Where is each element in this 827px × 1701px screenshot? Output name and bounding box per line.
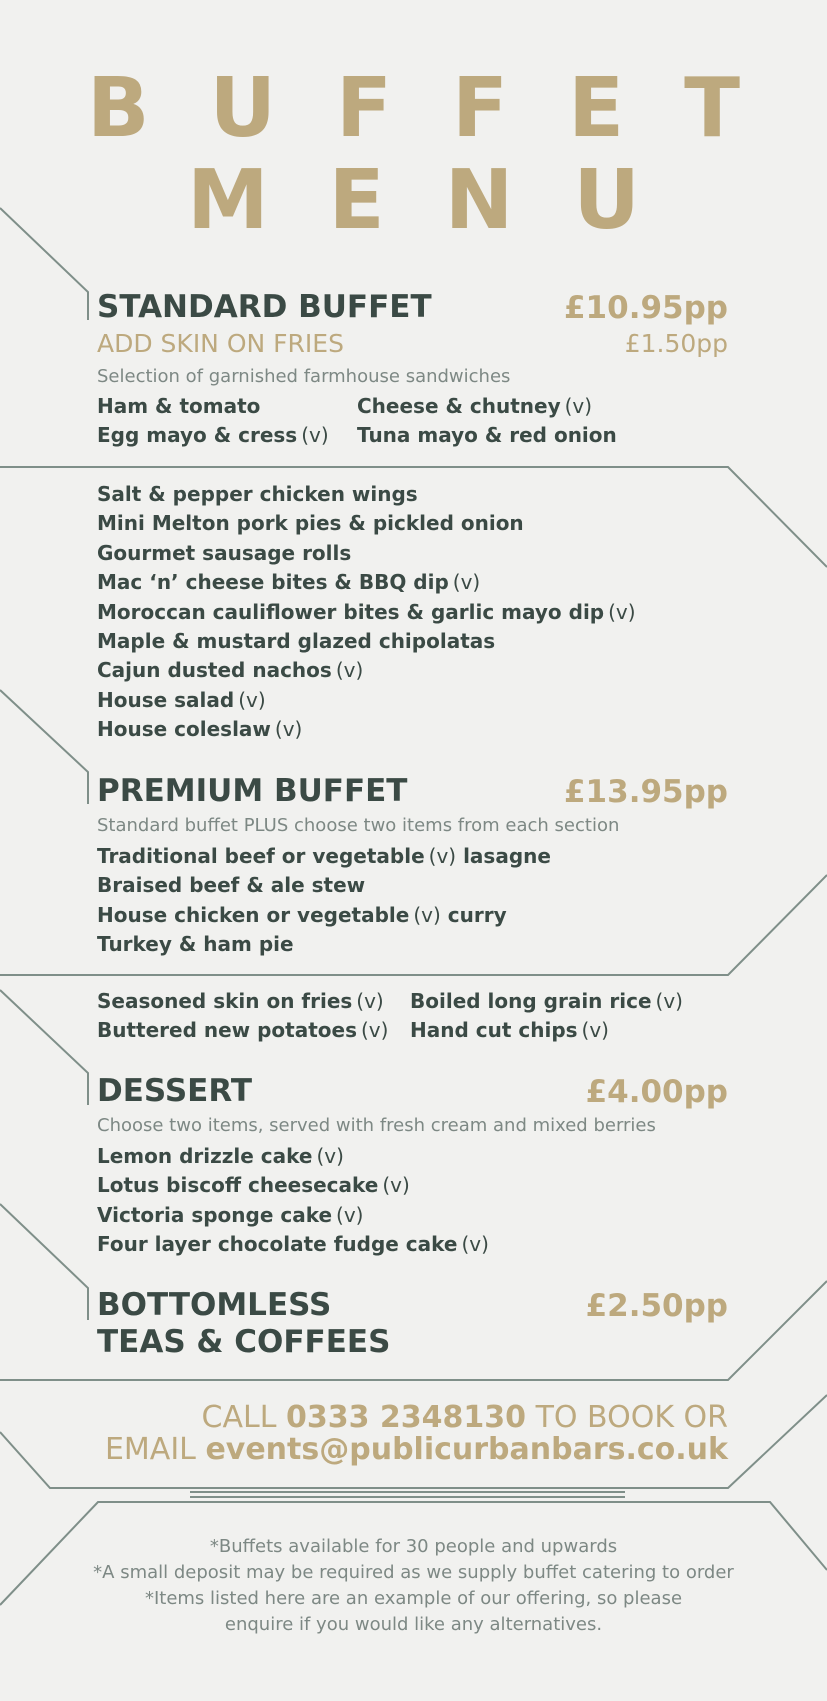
menu-item: Egg mayo & cress (v) [97,423,329,448]
menu-item: House salad (v) [97,687,266,712]
contact-line-1: CALL 0333 2348130 TO BOOK OR [201,1400,728,1435]
standard-buffet-note: Selection of garnished farmhouse sandwiches [97,366,511,387]
drinks-price: £2.50pp [585,1288,728,1324]
standard-buffet-price: £10.95pp [563,290,728,326]
menu-item: Mini Melton pork pies & pickled onion [97,511,524,536]
premium-mains-list [97,842,551,960]
footnotes [0,1534,827,1638]
addon-label: ADD SKIN ON FRIES [97,329,344,358]
dessert-price: £4.00pp [585,1074,728,1110]
addon-price: £1.50pp [624,329,728,358]
menu-item: Gourmet sausage rolls [97,540,352,565]
standard-buffet-heading: STANDARD BUFFET [97,289,432,325]
menu-item: Lemon drizzle cake (v) [97,1144,344,1168]
premium-sides-right [410,987,683,1046]
menu-item: Salt & pepper chicken wings [97,482,418,506]
menu-item: Four layer chocolate fudge cake (v) [97,1232,489,1257]
drinks-heading-line-2: TEAS & COFFEES [97,1324,391,1360]
menu-item: House chicken or vegetable (v) curry [97,902,507,927]
menu-item: Turkey & ham pie [97,932,294,957]
menu-item: Tuna mayo & red onion [357,423,617,448]
menu-item: Moroccan cauliflower bites & garlic mayo dip (v) [97,599,636,624]
menu-item: Mac ‘n’ cheese bites & BBQ dip (v) [97,570,481,595]
menu-item: Traditional beef or vegetable (v) lasagne [97,844,551,868]
menu-item: Seasoned skin on fries (v) [97,989,384,1013]
menu-item: Maple & mustard glazed chipolatas [97,629,496,654]
menu-item: Braised beef & ale stew [97,873,366,898]
dessert-note: Choose two items, served with fresh cream and mixed berries [97,1115,656,1136]
drinks-heading-line-1: BOTTOMLESS [97,1287,332,1323]
contact-line-2: EMAIL events@publicurbanbars.co.uk [104,1432,728,1467]
premium-buffet-heading: PREMIUM BUFFET [97,773,408,809]
menu-item: Ham & tomato [97,394,261,418]
dessert-heading: DESSERT [97,1073,252,1109]
sandwich-list-right [357,392,617,451]
email-address: events@publicurbanbars.co.uk [205,1432,728,1467]
footnote: enquire if you would like any alternatives. [224,1614,603,1635]
menu-item: Boiled long grain rice (v) [410,989,683,1013]
standard-items-list [97,480,636,745]
menu-item: House coleslaw (v) [97,717,303,742]
premium-buffet-price: £13.95pp [563,774,728,810]
footnote: *A small deposit may be required as we supply buffet catering to order [93,1562,734,1583]
menu-item: Cajun dusted nachos (v) [97,658,364,683]
menu-item: Hand cut chips (v) [410,1018,609,1043]
footnote: *Buffets available for 30 people and upwards [209,1536,618,1557]
menu-item: Victoria sponge cake (v) [97,1202,364,1227]
footnote: *Items listed here are an example of our offering, so please [144,1588,683,1609]
menu-title-line-1: BUFFET [86,61,801,156]
dessert-list [97,1142,489,1260]
menu-title-line-2: MENU [187,153,700,248]
menu-item: Buttered new potatoes (v) [97,1018,389,1043]
sandwich-list-left [97,392,329,451]
premium-buffet-note: Standard buffet PLUS choose two items from each section [97,815,620,836]
premium-sides-left [97,987,388,1046]
menu-item: Cheese & chutney (v) [357,394,593,418]
menu-item: Lotus biscoff cheesecake (v) [97,1173,410,1198]
phone-number: 0333 2348130 [285,1400,527,1435]
